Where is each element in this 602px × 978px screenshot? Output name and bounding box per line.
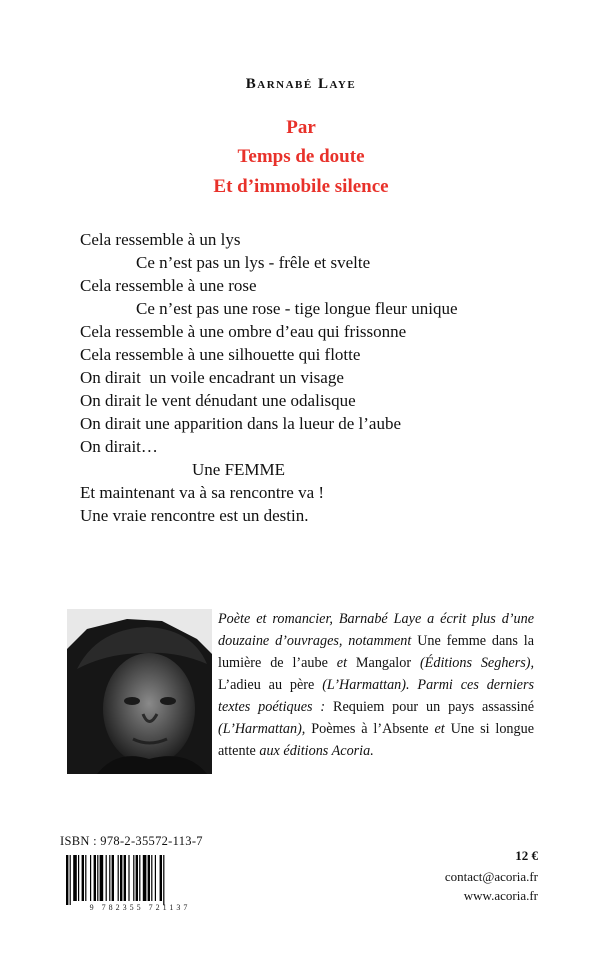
barcode-bar xyxy=(120,855,122,901)
barcode-bar xyxy=(112,855,114,901)
poem-line: On dirait un voile encadrant un visage xyxy=(80,368,344,387)
barcode-bar xyxy=(128,855,129,901)
book-title: Une si longue attente xyxy=(218,721,535,759)
poem-line: Une FEMME xyxy=(192,460,286,479)
price: 12 € xyxy=(515,848,538,863)
poem-line: Cela ressemble à une silhouette qui flotte xyxy=(80,345,361,364)
poem-line: Une vraie rencontre est un destin. xyxy=(80,506,309,525)
author-name: Barnabé Laye xyxy=(245,76,357,92)
barcode-bar xyxy=(160,855,162,901)
publisher: (L’Harmattan), xyxy=(218,721,306,737)
barcode-bar xyxy=(82,855,84,901)
title-line-3: Et d’immobile silence xyxy=(213,176,389,197)
publisher: (Éditions Seghers), xyxy=(419,655,535,671)
barcode-bar xyxy=(139,855,140,901)
barcode-bar xyxy=(66,855,68,905)
barcode-bar xyxy=(124,855,126,901)
poem-line: On dirait le vent dénudant une odalisque xyxy=(80,391,356,410)
isbn-label: ISBN : 978-2-35572-113-7 xyxy=(60,834,203,848)
poem-line: Cela ressemble à une rose xyxy=(80,276,257,295)
barcode-bar xyxy=(118,855,119,901)
barcode-bar xyxy=(78,855,79,901)
barcode-bar xyxy=(85,855,86,901)
poem-line: Ce n’est pas un lys - frêle et svelte xyxy=(136,253,371,272)
barcode-bar xyxy=(90,855,91,901)
barcode-bar xyxy=(106,855,107,901)
book-title: Mangalor xyxy=(355,655,412,671)
poem-line: Et maintenant va à sa rencontre va ! xyxy=(80,483,325,502)
portrait-illustration xyxy=(67,609,212,774)
publisher: aux éditions Acoria. xyxy=(259,743,374,759)
barcode-bar xyxy=(100,855,104,901)
poem-line: Cela ressemble à une ombre d’eau qui frissonne xyxy=(80,322,407,341)
author-photo xyxy=(67,609,212,774)
bio-text: et xyxy=(434,721,445,737)
barcode-bar xyxy=(109,855,110,901)
bio-text: Poète et romancier, Barnabé Laye a écrit plus d’une douzaine d’ouvrages, notamment xyxy=(218,611,534,649)
poem-line: On dirait une apparition dans la lueur de l’aube xyxy=(80,414,401,433)
barcode-bar xyxy=(136,855,138,901)
barcode-bar xyxy=(151,855,152,901)
barcode-bar xyxy=(148,855,150,901)
barcode-bar xyxy=(163,855,164,905)
title-line-2: Temps de doute xyxy=(237,146,365,167)
barcode-bar xyxy=(143,855,147,901)
bio-text: Parmi ces derniers textes poétiques : xyxy=(218,677,534,715)
title-line-1: Par xyxy=(286,117,316,138)
barcode-bar xyxy=(73,855,77,901)
barcode-bar xyxy=(97,855,98,901)
barcode-bar xyxy=(94,855,96,901)
publisher: (L’Harmattan). xyxy=(322,677,410,693)
barcode-digits: 9 782355 721137 xyxy=(89,903,191,912)
poem-line: On dirait… xyxy=(80,437,158,456)
bio-text: et xyxy=(336,655,348,671)
barcode xyxy=(64,855,216,905)
poem-line: Ce n’est pas une rose - tige longue fleur unique xyxy=(136,299,458,318)
book-title: Une femme dans la lumière de l’aube xyxy=(218,633,534,671)
book-title: Poèmes à l’Absente xyxy=(311,721,429,737)
barcode-bar xyxy=(133,855,134,901)
poem xyxy=(80,228,540,527)
author-bio xyxy=(218,608,534,762)
book-title: L’adieu au père xyxy=(218,677,315,693)
barcode-bar xyxy=(70,855,71,905)
website-link[interactable]: www.acoria.fr xyxy=(463,888,538,903)
barcode-bar xyxy=(155,855,156,901)
book-title: Requiem pour un pays assassiné xyxy=(333,699,534,715)
poem-line: Cela ressemble à un lys xyxy=(80,230,241,249)
contact-email[interactable]: contact@acoria.fr xyxy=(444,869,538,884)
